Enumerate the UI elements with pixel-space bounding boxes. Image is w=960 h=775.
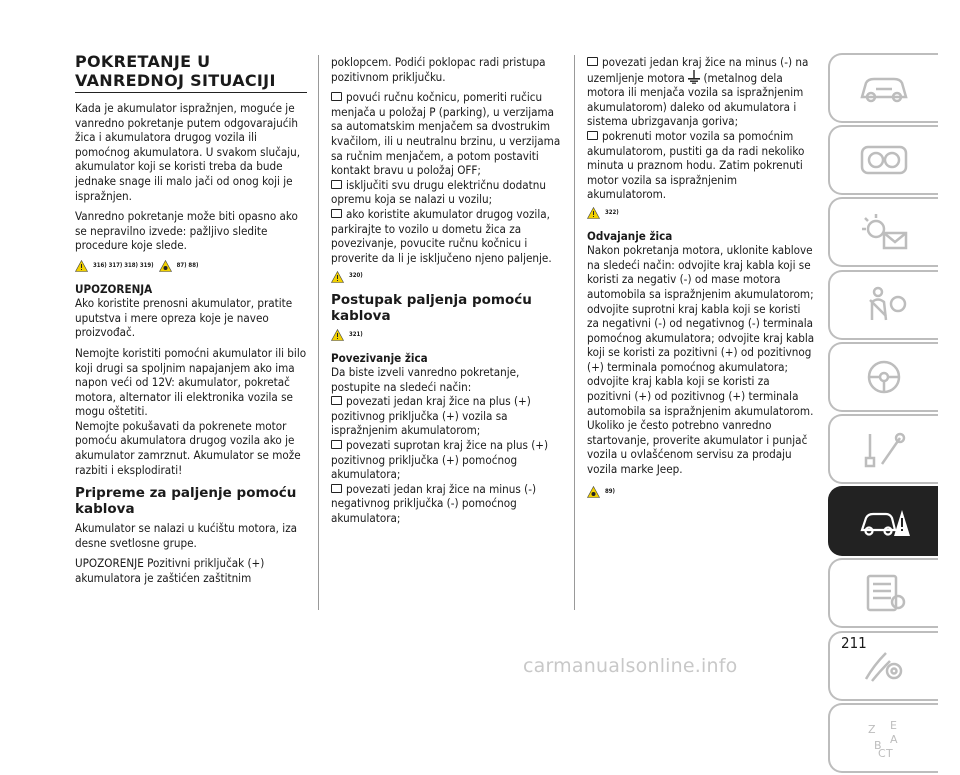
tab-instrument-panel[interactable] [828,125,938,195]
column-2 [331,55,561,526]
tab-index[interactable] [828,703,938,773]
warning-refs [75,259,307,274]
index-letters-icon [856,717,912,759]
warning-icon [587,207,600,219]
warning-refs [587,206,815,221]
list-item: povezati jedan kraj žice na minus (-) na uzemljenje motora (metalnog dela motora ili menjača vozila sa ispražnjenim akumulatorom) daleko od akumulatora i sistema ubrizgavanja goriva; [587,55,809,129]
list-item: pokrenuti motor vozila sa pomoćnim akumulatorom, pustiti ga da radi nekoliko minuta u praznom hodu. Zatim pokrenuti motor vozila sa ispražnjenim akumulatorom. [587,128,805,202]
warning-ref-numbers: 320) [349,272,363,280]
cover-paragraph: poklopcem. Podići poklopac radi pristupa pozitivnom priključku. [331,55,546,84]
service-list-icon [856,572,912,614]
bullet-icon [331,440,342,449]
page-number: 211 [841,634,867,652]
upozorenja-text: Ako koristite prenosni akumulator, pratite uputstva i mere opreza koje je naveo proizvođač. [75,296,293,340]
caution-icon [587,486,600,498]
svg-text:C: C [878,746,886,759]
voltage-paragraph: Nemojte koristiti pomoćni akumulator ili bilo koji drugi sa spoljnim napajanjem ako ima napon veći od 12V: akumulator, pokretač motora, alternator ili elektronika vozila se mogu oštetiti. [75,345,307,419]
warning-ref-numbers: 321) [349,330,363,338]
section-title-line2: VANREDNOJ SITUACIJI [75,71,307,93]
bullet-icon [331,92,342,101]
chapter-tabs [828,53,938,775]
car-dashboard-icon [856,67,912,109]
seatbelt-airbag-icon [856,284,912,326]
list-item: ako koristite akumulator drugog vozila, parkirajte to vozilo u dometu žica za povezivanje, povucite ručnu kočnicu i proverite da li je isključeno njeno paljenje. [331,206,552,265]
tab-safety[interactable] [828,270,938,340]
svg-text:T: T [886,746,893,759]
tab-emergency[interactable] [828,486,938,556]
list-item: povući ručnu kočnicu, pomeriti ručicu menjača u položaj P (parking), u verzijama sa automatskim menjačem sa dvostrukim kvačilom, ili u neutralnu brzinu, u verzijama sa ručnim menjačem, a potom postaviti kontakt bravu u položaj OFF; [331,90,561,178]
warning-ref-numbers: 322) [605,208,619,216]
caution-refs [587,485,815,500]
tools-icon [856,428,912,470]
svg-text:Z: Z [868,722,876,736]
intro-paragraph: Kada je akumulator ispražnjen, moguće je vanredno pokretanje putem odgovarajućih žica i akumulatora drugog vozila ili pomoćnog akumulatora. U svakom slučaju, akumulator koji se koristi treba da bude jednake snage ili malo jači od onog koji je ispražnjen. [75,101,301,203]
svg-text:B: B [874,738,882,752]
priprema-heading: Pripreme za paljenje pomoću kablova [75,485,297,518]
caution-ref-numbers: 89) [605,487,615,495]
tab-driving[interactable] [828,342,938,412]
steering-wheel-icon [856,356,912,398]
disconnect-paragraph: Nakon pokretanja motora, uklonite kablove na sledeći način: odvojite kraj kabla koji se koristi za negativ (-) od mase motora automobila sa ispražnjenim akumulatorom; odvojite suprotni kraj kabla koji se koristi za negativni (-) od negativnog (-) terminala pomoćnog akumulatora; odvojite kraj kabla koji se koristi za pozitivni (+) od pozitivnog (+) terminala pomoćnog akumulatora; odvojite kraj kabla koji se koristi za pozitivni (+) od pozitivnog (+) terminala automobila sa ispražnjenim akumulatorom. Ukoliko je često potrebno vanredno startovanje, proverite akumulator i punjač vozila u ovlašćenom servisu za prodaju vozila marke Jeep. [587,243,815,477]
bullet-icon [331,180,342,189]
positive-terminal-paragraph: UPOZORENJE Pozitivni priključak (+) akumulatora je zaštićen zaštitnim [75,556,265,586]
list-item: povezati jedan kraj žice na plus (+) pozitivnog priključka (+) vozila sa ispražnjenim akumulatorom; [331,394,531,438]
warning-paragraph: Vanredno pokretanje može biti opasno ako se nepravilno izvede: pažljivo sledite procedure koje slede. [75,209,298,253]
column-3 [587,55,815,507]
bullet-icon [587,131,598,140]
tab-car-overview[interactable] [828,53,938,123]
ground-icon [688,70,700,84]
list-item: povezati suprotan kraj žice na plus (+) pozitivnog priključka (+) pomoćnog akumulatora; [331,438,549,482]
tab-maintenance[interactable] [828,414,938,484]
section-title-line1: POKRETANJE U [75,52,211,71]
postupak-heading: Postupak paljenja pomoću kablova [331,291,532,324]
tab-service[interactable] [828,558,938,628]
bullet-icon [587,57,598,66]
caution-ref-numbers: 87) 88) [176,261,199,269]
warning-refs [331,328,561,343]
caution-icon [159,260,172,272]
instrument-panel-icon [856,139,912,181]
column-divider [574,55,575,610]
warning-icon [331,329,344,341]
list-item: isključiti svu drugu električnu dodatnu opremu koja se nalazi u vozilu; [331,177,546,207]
list-item: povezati jedan kraj žice na minus (-) negativnog priključka (-) pomoćnog akumulatora; [331,481,537,526]
column-divider [318,55,319,610]
upozorenja-heading: UPOZORENJA [75,281,153,296]
warning-refs [331,269,561,284]
bullet-icon [331,484,342,493]
svg-text:E: E [890,718,897,732]
svg-text:A: A [890,732,898,746]
lights-mail-icon [856,211,912,253]
warning-ref-numbers: 316) 317) 318) 319) [93,261,154,269]
odvajanje-heading: Odvajanje žica [587,228,673,243]
bullet-icon [331,396,342,405]
emergency-car-icon [856,500,912,542]
battery-location-paragraph: Akumulator se nalazi u kućištu motora, iza desne svetlosne grupe. [75,521,298,550]
watermark: carmanualsonline.info [523,655,738,677]
povezivanje-heading: Povezivanje žica [331,350,428,365]
frozen-battery-paragraph: Nemojte pokušavati da pokrenete motor pomoću akumulatora drugog vozila ako je akumulator zamrznut. Akumulator se može razbiti i eksplodirati! [75,418,301,477]
column-1 [75,52,307,592]
procedure-intro: Da biste izveli vanredno pokretanje, postupite na sledeći način: [331,365,520,394]
bullet-icon [331,209,342,218]
tab-lights-info[interactable] [828,197,938,267]
warning-icon [331,271,344,283]
warning-icon [75,260,88,272]
